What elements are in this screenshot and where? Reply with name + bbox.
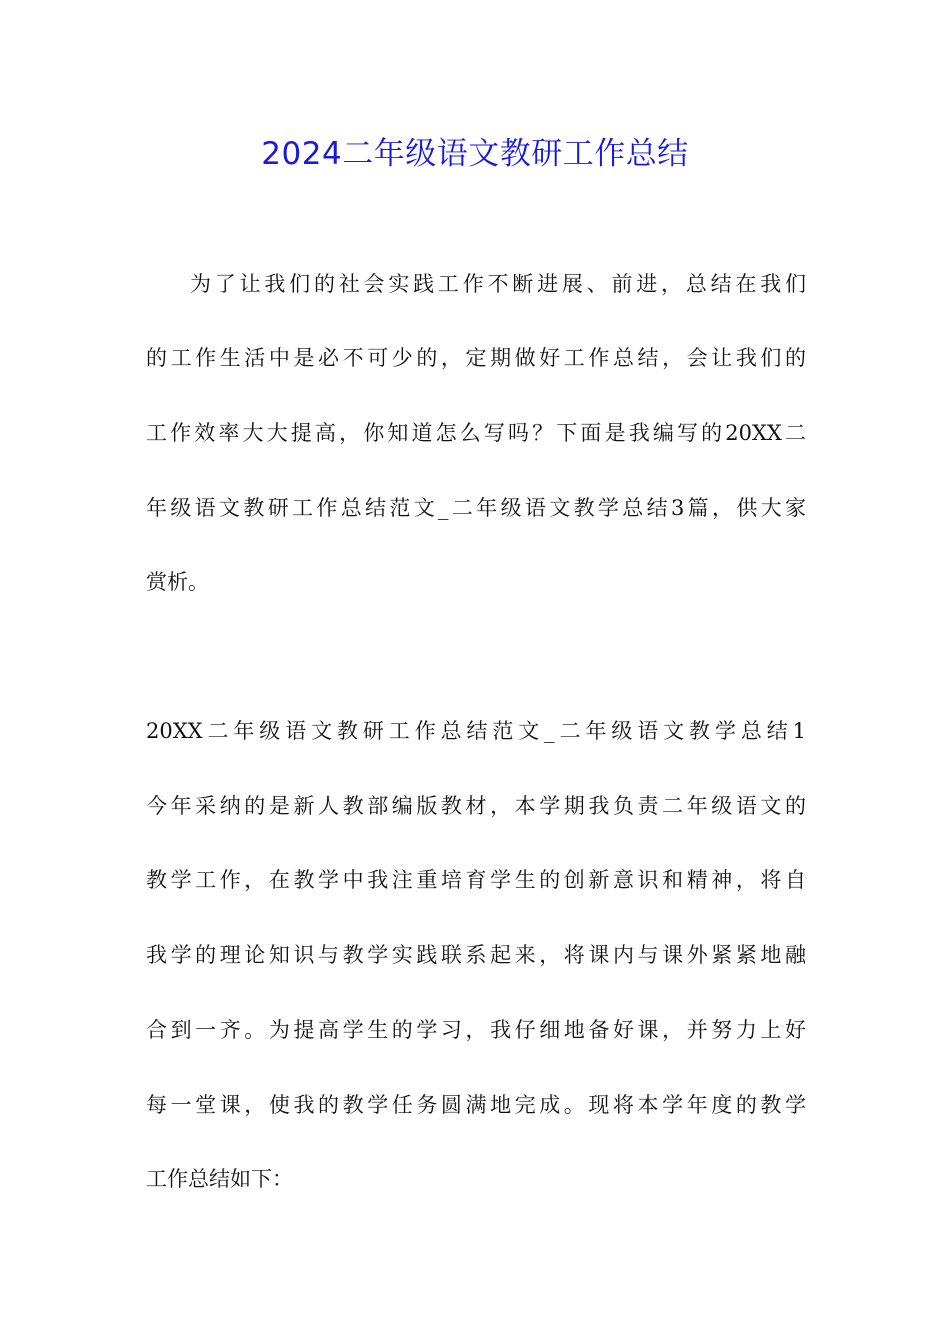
body-line: 我学的理论知识与教学实践联系起来，将课内与课外紧紧地融: [146, 943, 806, 967]
body-line: 教学工作，在教学中我注重培育学生的创新意识和精神，将自: [146, 868, 806, 892]
intro-line: 工作效率大大提高，你知道怎么写吗？下面是我编写的20XX二: [146, 421, 806, 445]
body-line: 工作总结如下：: [146, 1167, 293, 1191]
body-line: 每一堂课，使我的教学任务圆满地完成。现将本学年度的教学: [146, 1093, 806, 1117]
document-title: 2024二年级语文教研工作总结: [261, 136, 689, 172]
intro-line: 的工作生活中是必不可少的，定期做好工作总结，会让我们的: [146, 346, 806, 370]
intro-line: 赏析。: [146, 570, 209, 594]
intro-line: 为了让我们的社会实践工作不断进展、前进，总结在我们: [190, 272, 806, 296]
section-heading: 20XX二年级语文教研工作总结范文_二年级语文教学总结1: [146, 719, 806, 743]
body-line: 今年采纳的是新人教部编版教材，本学期我负责二年级语文的: [146, 794, 806, 818]
body-line: 合到一齐。为提高学生的学习，我仔细地备好课，并努力上好: [146, 1018, 806, 1042]
intro-line: 年级语文教研工作总结范文_二年级语文教学总结3篇，供大家: [146, 496, 806, 520]
